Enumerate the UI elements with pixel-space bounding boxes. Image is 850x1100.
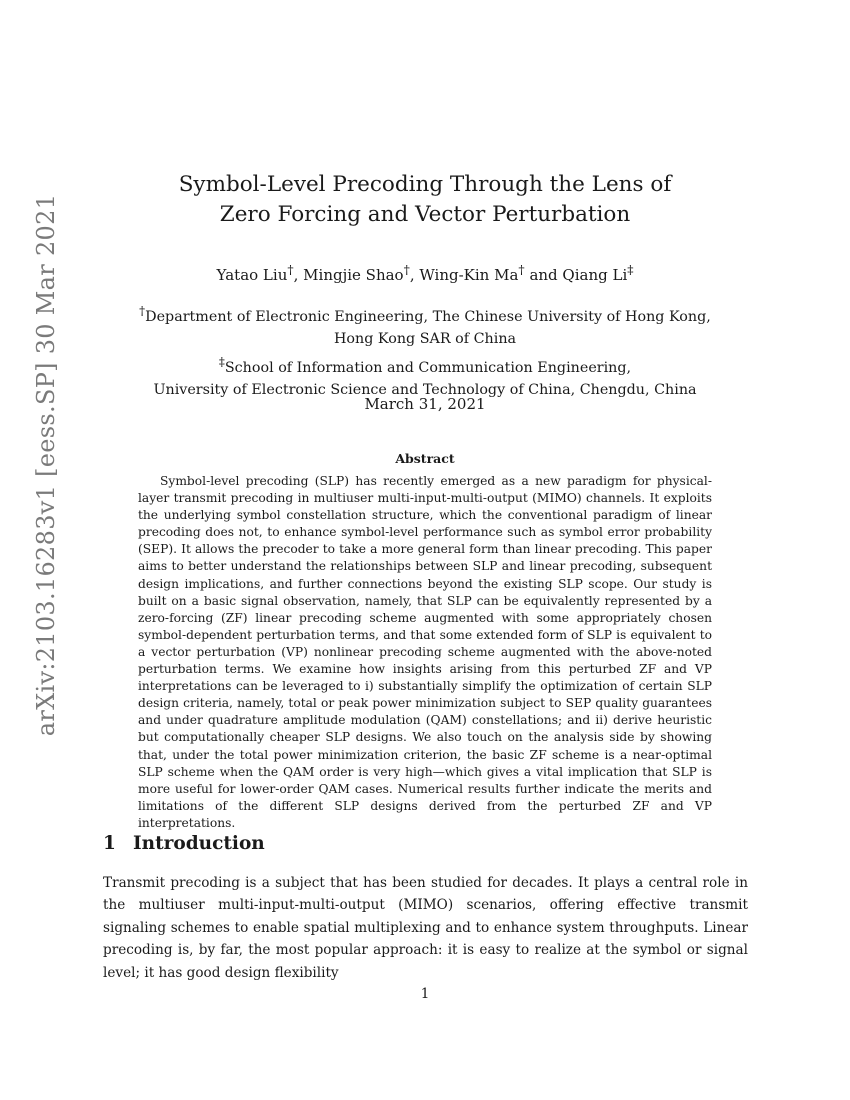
author-separator: , bbox=[409, 266, 420, 284]
author-separator: and bbox=[524, 266, 563, 284]
author-mark: † bbox=[518, 262, 525, 277]
section-title: Introduction bbox=[133, 833, 265, 854]
body-paragraph: Transmit precoding is a subject that has been studied for decades. It plays a central role in the multiuser multi-input-multi-output (MIMO) scenarios, offering effective transmit signaling schemes to enable spatial multiplexing and to enhance system throughputs. Linear precoding is, by far, the most popular approach: it is easy to realize at the symbol or signal level; it has good design flexibility bbox=[103, 875, 748, 981]
author-name: Wing-Kin Ma bbox=[419, 266, 519, 284]
affiliation-mark: ‡ bbox=[218, 354, 225, 369]
abstract-heading: Abstract bbox=[395, 451, 455, 466]
affiliation-text: School of Information and Communication Engineering, bbox=[224, 359, 632, 376]
title-line-2: Zero Forcing and Vector Perturbation bbox=[219, 202, 631, 227]
affiliation-mark: † bbox=[139, 304, 146, 318]
author-mark: ‡ bbox=[627, 262, 634, 277]
section-heading bbox=[103, 833, 265, 854]
author-mark: † bbox=[403, 262, 410, 277]
publication-date: March 31, 2021 bbox=[364, 395, 486, 413]
abstract-body bbox=[138, 473, 712, 832]
page-number: 1 bbox=[420, 986, 430, 1002]
arxiv-identifier: arXiv:2103.16283v1 [eess.SP] 30 Mar 2021 bbox=[32, 193, 60, 737]
section-body bbox=[103, 872, 748, 984]
author-mark: † bbox=[287, 262, 294, 277]
title-line-1: Symbol-Level Precoding Through the Lens of bbox=[178, 172, 672, 197]
author-name: Mingjie Shao bbox=[303, 266, 404, 284]
abstract-paragraph: Symbol-level precoding (SLP) has recently emerged as a new paradigm for physical-layer transmit precoding in multiuser multi-input-multi-output (MIMO) channels. It exploits the underlying symbol constellation structure, which the conventional paradigm of linear precoding does not, to enhance symbol-level performance such as symbol error probability (SEP). It allows the precoder to take a more general form than linear precoding. This paper aims to better understand the relationships between SLP and linear precoding, subsequent design implications, and further connections beyond the existing SLP scope. Our study is built on a basic signal observation, namely, that SLP can be equivalently represented by a zero-forcing (ZF) linear precoding scheme augmented with some appropriately chosen symbol-dependent perturbation terms, and that some extended form of SLP is equivalent to a vector perturbation (VP) nonlinear precoding scheme augmented with the above-noted perturbation terms. We examine how insights arising from this perturbed ZF and VP interpretations can be leveraged to i) substantially simplify the optimization of certain SLP design criteria, namely, total or peak power minimization subject to SEP quality guarantees and under quadrature amplitude modulation (QAM) constellations; and ii) derive heuristic but computationally cheaper SLP designs. We also touch on the analysis side by showing that, under the total power minimization criterion, the basic ZF scheme is a near-optimal SLP scheme when the QAM order is very high—which gives a vital implication that SLP is more useful for lower-order QAM cases. Numerical results further indicate the merits and limitations of the different SLP designs derived from the perturbed ZF and VP interpretations. bbox=[138, 474, 712, 830]
affiliation-1-line-2: Hong Kong SAR of China bbox=[333, 331, 517, 348]
author-name: Yatao Liu bbox=[216, 266, 288, 284]
author-name: Qiang Li bbox=[562, 266, 628, 284]
author-separator: , bbox=[293, 266, 304, 284]
author-list bbox=[0, 259, 850, 286]
section-number: 1 bbox=[103, 833, 116, 854]
affiliations bbox=[0, 300, 850, 401]
affiliation-1-line-1 bbox=[0, 300, 850, 328]
affiliation-2-line-1 bbox=[0, 351, 850, 379]
affiliation-2-line-2: University of Electronic Science and Technology of China, Chengdu, China bbox=[153, 381, 697, 398]
paper-title bbox=[0, 170, 850, 230]
affiliation-text: Department of Electronic Engineering, The Chinese University of Hong Kong, bbox=[145, 308, 711, 325]
